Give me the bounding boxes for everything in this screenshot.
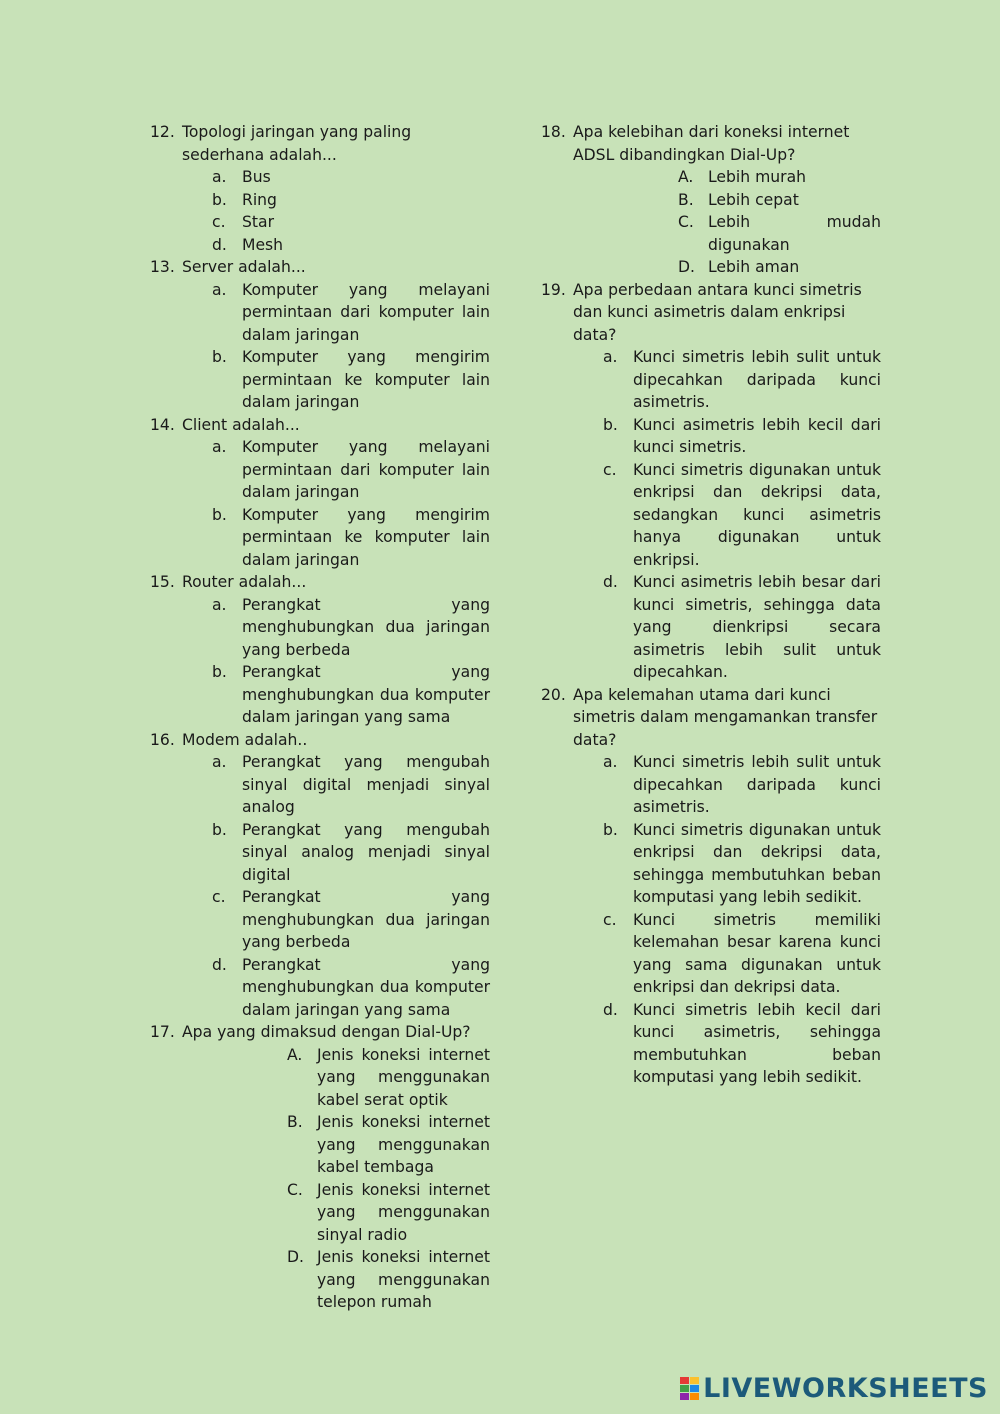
question-text: Client adalah...: [182, 415, 300, 434]
logo-icon: [680, 1377, 699, 1400]
option-item[interactable]: [603, 819, 881, 909]
option-item[interactable]: [212, 504, 490, 572]
option-item[interactable]: [678, 256, 881, 279]
option-item[interactable]: [212, 346, 490, 414]
logo-tile: [690, 1393, 699, 1400]
question-20: [541, 684, 881, 1089]
option-letter: b.: [603, 820, 618, 839]
option-item[interactable]: [212, 189, 490, 212]
option-letter: c.: [212, 213, 226, 231]
option-item[interactable]: [287, 1111, 490, 1179]
option-letter: A.: [678, 168, 694, 186]
option-item[interactable]: [212, 234, 490, 257]
question-number: 18.: [541, 123, 566, 141]
option-text: Jenis koneksi internet yang menggunakan kabel tembaga: [317, 1113, 490, 1176]
question-text: Apa yang dimaksud dengan Dial-Up?: [182, 1023, 471, 1041]
question-16: [150, 729, 490, 1022]
option-text: Perangkat yang menghubungkan dua jaringan yang berbeda: [242, 595, 490, 659]
option-text: Lebih cepat: [708, 190, 799, 209]
option-list: [573, 751, 881, 1089]
option-item[interactable]: [603, 909, 881, 999]
option-text: Lebih murah: [708, 168, 807, 186]
question-text: Router adalah...: [182, 573, 307, 591]
option-text: Lebih mudah digunakan: [708, 213, 881, 254]
option-item[interactable]: [287, 1044, 490, 1112]
option-text: Kunci asimetris lebih besar dari kunci simetris, sehingga data yang dienkripsi secara asimetris lebih sulit untuk dipecahkan.: [633, 573, 881, 681]
question-number: 20.: [541, 685, 566, 704]
option-list: [573, 166, 881, 279]
option-item[interactable]: [212, 279, 490, 347]
option-list: [182, 166, 490, 256]
question-15: [150, 571, 490, 729]
logo-tile: [690, 1385, 699, 1392]
option-text: Perangkat yang mengubah sinyal analog menjadi sinyal digital: [242, 820, 490, 884]
logo-tile: [680, 1377, 689, 1384]
option-letter: c.: [603, 460, 617, 479]
option-item[interactable]: [287, 1179, 490, 1247]
option-text: Mesh: [242, 235, 284, 254]
logo-tile: [680, 1393, 689, 1400]
option-item[interactable]: [678, 189, 881, 212]
option-text: Kunci simetris lebih sulit untuk dipecahkan daripada kunci asimetris.: [633, 753, 881, 816]
option-letter: d.: [212, 955, 227, 974]
option-text: Star: [242, 213, 274, 231]
option-item[interactable]: [212, 751, 490, 819]
logo-tile: [690, 1377, 699, 1384]
question-17: [150, 1021, 490, 1314]
option-letter: d.: [603, 573, 618, 591]
option-letter: D.: [678, 258, 695, 276]
question-number: 15.: [150, 573, 175, 591]
option-text: Komputer yang mengirim permintaan ke komputer lain dalam jaringan: [242, 505, 490, 569]
option-letter: a.: [212, 280, 227, 299]
question-18: [541, 121, 881, 279]
option-item[interactable]: [212, 594, 490, 662]
option-list: [182, 751, 490, 1021]
question-12: [150, 121, 490, 256]
question-number: 14.: [150, 415, 175, 434]
question-number: 17.: [150, 1023, 175, 1041]
option-item[interactable]: [678, 211, 881, 256]
option-letter: a.: [603, 348, 618, 366]
option-text: Komputer yang melayani permintaan dari komputer lain dalam jaringan: [242, 438, 490, 501]
option-letter: a.: [212, 595, 227, 614]
option-letter: B.: [287, 1113, 303, 1131]
question-text: Server adalah...: [182, 258, 306, 276]
option-item[interactable]: [287, 1246, 490, 1314]
option-list: [182, 594, 490, 729]
question-text: Apa perbedaan antara kunci simetris dan kunci asimetris dalam enkripsi data?: [573, 280, 862, 344]
right-column: [541, 121, 881, 1089]
option-text: Jenis koneksi internet yang menggunakan sinyal radio: [317, 1180, 490, 1244]
option-item[interactable]: [678, 166, 881, 189]
option-letter: D.: [287, 1248, 304, 1266]
question-number: 19.: [541, 280, 566, 299]
option-text: Kunci asimetris lebih kecil dari kunci simetris.: [633, 415, 881, 456]
option-list: [573, 346, 881, 684]
option-letter: c.: [212, 888, 226, 906]
option-text: Lebih aman: [708, 258, 800, 276]
option-text: Kunci simetris memiliki kelemahan besar karena kunci yang sama digunakan untuk enkripsi dan dekripsi data.: [633, 910, 881, 996]
option-letter: C.: [678, 213, 694, 231]
left-column: [150, 121, 490, 1314]
question-text: Topologi jaringan yang paling sederhana adalah...: [182, 123, 412, 164]
option-item[interactable]: [212, 166, 490, 189]
option-letter: b.: [212, 663, 227, 681]
option-text: Ring: [242, 190, 277, 209]
question-text: Apa kelemahan utama dari kunci simetris dalam mengamankan transfer data?: [573, 685, 878, 749]
option-letter: a.: [212, 753, 227, 771]
option-text: Perangkat yang menghubungkan dua komputer dalam jaringan yang sama: [242, 955, 490, 1019]
option-letter: a.: [212, 438, 227, 456]
option-item[interactable]: [212, 436, 490, 504]
question-14: [150, 414, 490, 572]
option-item[interactable]: [603, 751, 881, 819]
option-item[interactable]: [212, 886, 490, 954]
option-item[interactable]: [212, 661, 490, 729]
option-text: Bus: [242, 168, 271, 186]
option-item[interactable]: [212, 954, 490, 1022]
option-letter: d.: [603, 1000, 618, 1019]
option-item[interactable]: [212, 819, 490, 887]
liveworksheets-logo: [680, 1373, 988, 1404]
option-letter: A.: [287, 1045, 303, 1064]
option-text: Kunci simetris digunakan untuk enkripsi dan dekripsi data, sehingga membutuhkan beban komputasi yang lebih sedikit.: [633, 820, 881, 906]
option-text: Komputer yang mengirim permintaan ke komputer lain dalam jaringan: [242, 348, 490, 411]
option-letter: C.: [287, 1180, 303, 1199]
option-text: Kunci simetris digunakan untuk enkripsi dan dekripsi data, sedangkan kunci asimetris hanya digunakan untuk enkripsi.: [633, 460, 881, 569]
option-text: Jenis koneksi internet yang menggunakan telepon rumah: [317, 1248, 490, 1311]
option-letter: b.: [212, 505, 227, 524]
option-letter: a.: [603, 753, 618, 771]
option-text: Kunci simetris lebih sulit untuk dipecahkan daripada kunci asimetris.: [633, 348, 881, 411]
question-number: 13.: [150, 258, 175, 276]
option-item[interactable]: [603, 571, 881, 684]
option-item[interactable]: [212, 211, 490, 234]
question-text: Apa kelebihan dari koneksi internet ADSL dibandingkan Dial-Up?: [573, 123, 850, 164]
option-item[interactable]: [603, 346, 881, 414]
option-letter: b.: [212, 348, 227, 366]
option-list: [182, 1044, 490, 1314]
question-19: [541, 279, 881, 684]
logo-text: LIVEWORKSHEETS: [703, 1373, 988, 1404]
option-letter: b.: [212, 820, 227, 839]
option-text: Perangkat yang menghubungkan dua jaringan yang berbeda: [242, 888, 490, 951]
option-text: Kunci simetris lebih kecil dari kunci asimetris, sehingga membutuhkan beban komputasi yang lebih sedikit.: [633, 1000, 881, 1086]
question-number: 12.: [150, 123, 175, 141]
option-list: [182, 436, 490, 571]
option-item[interactable]: [603, 414, 881, 459]
option-text: Komputer yang melayani permintaan dari komputer lain dalam jaringan: [242, 280, 490, 344]
question-text: Modem adalah..: [182, 730, 308, 749]
question-number: 16.: [150, 730, 175, 749]
question-13: [150, 256, 490, 414]
option-item[interactable]: [603, 999, 881, 1089]
option-letter: b.: [212, 190, 227, 209]
option-letter: c.: [603, 910, 617, 929]
option-item[interactable]: [603, 459, 881, 572]
option-text: Perangkat yang menghubungkan dua komputer dalam jaringan yang sama: [242, 663, 490, 726]
option-text: Jenis koneksi internet yang menggunakan kabel serat optik: [317, 1045, 490, 1109]
option-letter: d.: [212, 235, 227, 254]
option-letter: a.: [212, 168, 227, 186]
option-list: [182, 279, 490, 414]
option-letter: b.: [603, 415, 618, 434]
option-letter: B.: [678, 190, 694, 209]
logo-tile: [680, 1385, 689, 1392]
option-text: Perangkat yang mengubah sinyal digital menjadi sinyal analog: [242, 753, 490, 816]
